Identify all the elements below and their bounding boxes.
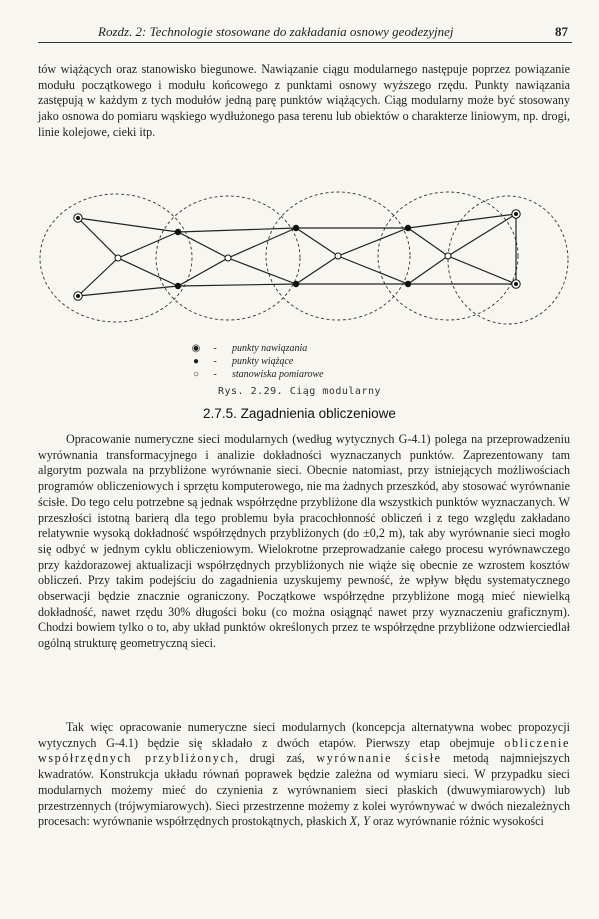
measurement-stations xyxy=(115,253,451,261)
tie-points xyxy=(175,225,411,289)
legend-dash: - xyxy=(213,343,217,354)
tie-point-icon: ● xyxy=(192,356,200,367)
running-header-title: Rozdz. 2: Technologie stosowane do zakładania osnowy geodezyjnej xyxy=(98,24,454,39)
section-heading: 2.7.5. Zagadnienia obliczeniowe xyxy=(203,406,396,421)
connection-point-icon: ◉ xyxy=(191,343,201,354)
text-run: metodą najmniejszych kwadratów. Konstrukcja układu równań poprawek będzie zależna od wymiaru sieci. W przypadku sieci modularnych możemy mieć do czynienia z wyrównaniem sieci płaskich (dwuwymiarowych) lub przestrzennych (trójwymiarowych). Sieci przestrzenne możemy z kolei wyrównywać w dwóch niezależnych procesach: wyrównanie współrzędnych prostokątnych, płaskich xyxy=(38,751,570,829)
legend-label: stanowiska pomiarowe xyxy=(232,369,324,380)
emphasis-strict-adjustment: wyrównanie ścisłe xyxy=(316,751,442,766)
text-run: Tak więc opracowanie numeryczne sieci modularnych (koncepcja alternatywna wobec propozycji wytycznych G-4.1) będzie się składało z dwóch etapów. Pierwszy etap obejmuje xyxy=(38,720,570,750)
legend-dash: - xyxy=(213,356,217,367)
modular-traverse-diagram xyxy=(38,188,570,328)
paragraph-3 xyxy=(38,720,570,830)
legend-label: punkty nawiązania xyxy=(232,343,308,354)
paragraph-intro-text: tów wiążących oraz stanowisko biegunowe. Nawiązanie ciągu modularnego następuje poprzez powiązanie modułu początkowego i modułu końcowego z punktami osnowy wyższego rzędu. Punkty nawiązania zastępują w każdym z tych modułów jedną parę punktów wiążących. Ciąg modularny może być stosowany jako osnowa do pomiaru wąskiego wydłużonego pasa terenu lub obiektów o charakterze liniowym, np. drogi, linie kolejowe, cieki itp. xyxy=(38,62,570,139)
paragraph-2 xyxy=(38,432,570,652)
legend-dash: - xyxy=(213,369,217,380)
legend-item xyxy=(188,355,448,368)
figure-legend xyxy=(188,342,448,381)
paragraph-3-text xyxy=(38,720,570,830)
legend-item xyxy=(188,368,448,381)
legend-item xyxy=(188,342,448,355)
station-icon: ○ xyxy=(192,369,200,380)
page-number: 87 xyxy=(555,24,568,39)
paragraph-intro xyxy=(38,62,570,141)
legend-label: punkty wiążące xyxy=(232,356,294,367)
text-run: oraz wyrównanie różnic wysokości xyxy=(372,814,544,829)
emphasis-approx-coords: obliczenie współrzędnych przybliżonych xyxy=(38,735,570,766)
figure-caption: Rys. 2.29. Ciąg modularny xyxy=(217,386,381,397)
page-header xyxy=(38,24,572,43)
text-run: , drugi zaś, xyxy=(235,751,305,766)
paragraph-2-text: Opracowanie numeryczne sieci modularnych (według wytycznych G-4.1) polega na przeprowadzeniu wyrównania transformacyjnego i analizie dokładności wyznaczanych punktów. Zaprezentowany tam algorytm pozwala na przybliżone wyrównanie sieci. Obecnie natomiast, przy istniejących możliwościach programów obliczeniowych i sprzętu komputerowego, nie ma żadnych przeszkód, aby stosować wyrównanie ścisłe. Do tego celu potrzebne są jednak współrzędne przybliżone dla wszystkich punktów wyznaczanych. W przeszłości istotną barierą dla tego problemu była pracochłonność obliczeń i z tego względu zakładano relatywnie wysoką dokładność współrzędnych przybliżonych (do ±0,2 m), tak aby wyrównanie sieci mogło się odbyć w jednym cyklu obliczeniowym. Wielokrotne przeprowadzanie całego procesu wyrównawczego przy każdorazowej aktualizacji współrzędnych przybliżonych nie wiąże się obecnie ze wzrostem kosztów obliczeń. Przy takim podejściu do zagadnienia uzyskujemy pewność, że wpływ błędu systematycznego obserwacji będzie znacznie ograniczony. Początkowe współrzędne przybliżone mogą mieć niewielką dokładność, nawet rzędu 30% długości boku (co można osiągnąć nawet przy wyznaczeniu graficznym). Chodzi bowiem tylko o to, aby układ punktów określonych przez te współrzędne przybliżone odzwierciedlał ogólną strukturę geometryczną sieci. xyxy=(38,432,570,651)
coordinate-symbols: X, Y xyxy=(349,814,370,829)
